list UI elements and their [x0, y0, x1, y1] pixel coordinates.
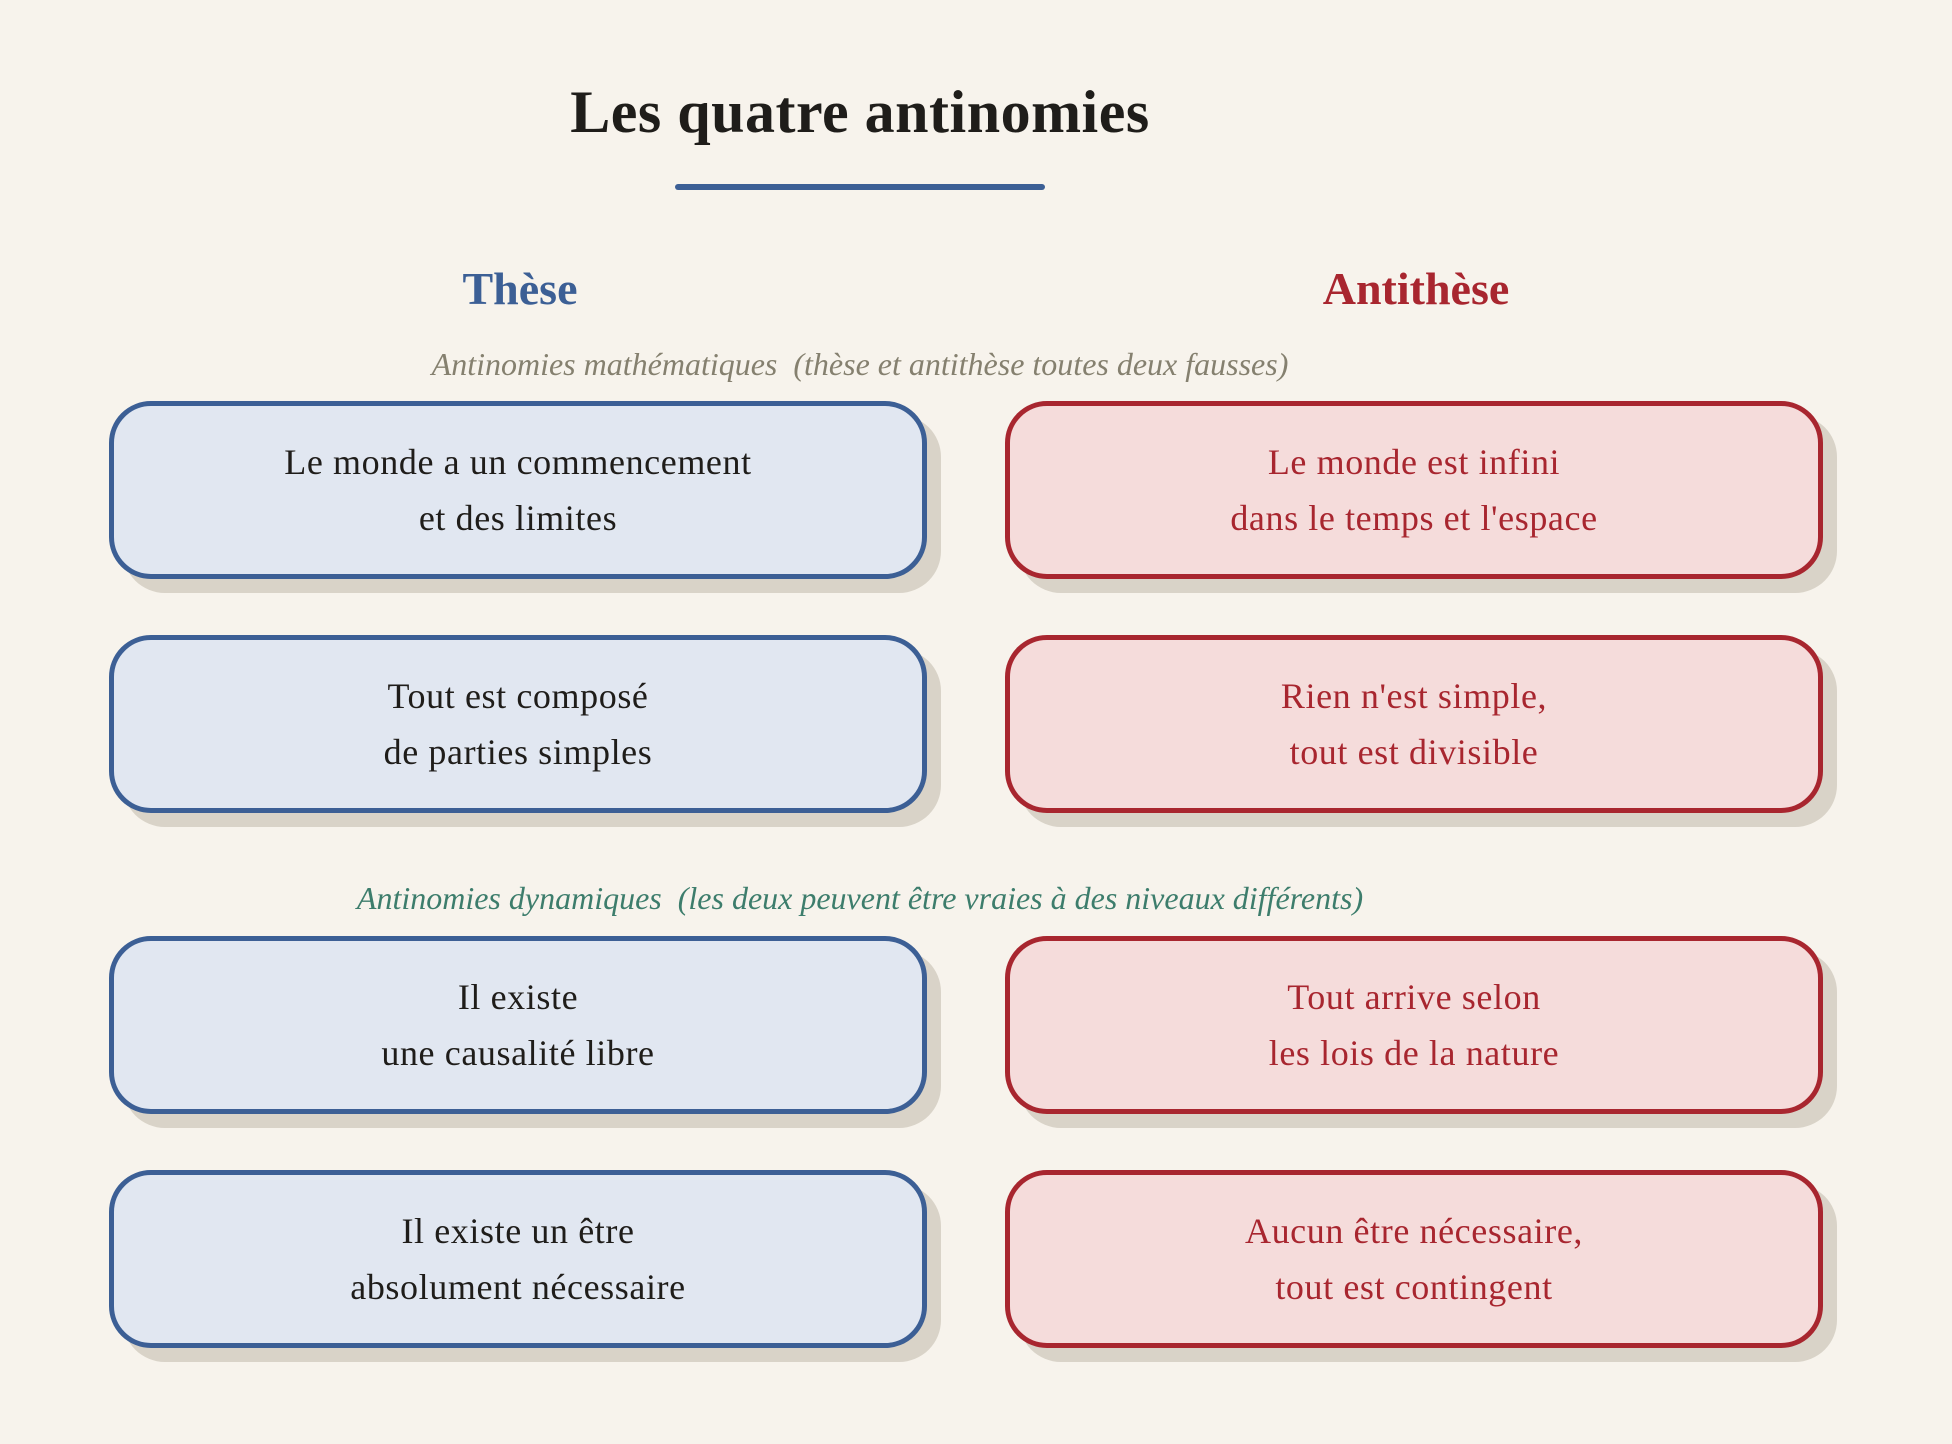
- these-1-line-1: Le monde a un commencement: [284, 442, 752, 482]
- antithese-box-1: [1005, 401, 1823, 579]
- antithese-box-4: [1005, 1170, 1823, 1348]
- antithese-box-3: [1005, 936, 1823, 1114]
- these-2-line-1: Tout est composé: [387, 676, 649, 716]
- antithese-2-line-2: tout est divisible: [1289, 732, 1539, 772]
- these-4-line-1: Il existe un être: [401, 1211, 635, 1251]
- page-title: Les quatre antinomies: [570, 79, 1150, 145]
- antithese-2-line-1: Rien n'est simple,: [1280, 676, 1548, 716]
- section-label-mathematical: Antinomies mathématiques (thèse et antithèse toutes deux fausses): [431, 346, 1289, 382]
- column-header-antithese: Antithèse: [1322, 263, 1510, 314]
- these-box-1: [109, 401, 927, 579]
- title-underline: [675, 184, 1045, 190]
- these-2-line-2: de parties simples: [383, 732, 653, 772]
- these-box-4: [109, 1170, 927, 1348]
- these-3-line-2: une causalité libre: [381, 1033, 655, 1073]
- antithese-4-line-1: Aucun être nécessaire,: [1244, 1211, 1584, 1251]
- antithese-4-line-2: tout est contingent: [1275, 1267, 1553, 1307]
- antithese-1-line-1: Le monde est infini: [1267, 442, 1561, 482]
- column-header-these: Thèse: [462, 263, 578, 314]
- these-4-line-2: absolument nécessaire: [350, 1267, 686, 1307]
- antithese-3-line-2: les lois de la nature: [1268, 1033, 1560, 1073]
- antithese-box-2: [1005, 635, 1823, 813]
- section-label-dynamic: Antinomies dynamiques (les deux peuvent être vraies à des niveaux différents): [356, 880, 1364, 916]
- these-box-2: [109, 635, 927, 813]
- antithese-1-line-2: dans le temps et l'espace: [1230, 498, 1598, 538]
- these-1-line-2: et des limites: [418, 498, 618, 538]
- these-3-line-1: Il existe: [457, 977, 579, 1017]
- antithese-3-line-1: Tout arrive selon: [1287, 977, 1541, 1017]
- these-box-3: [109, 936, 927, 1114]
